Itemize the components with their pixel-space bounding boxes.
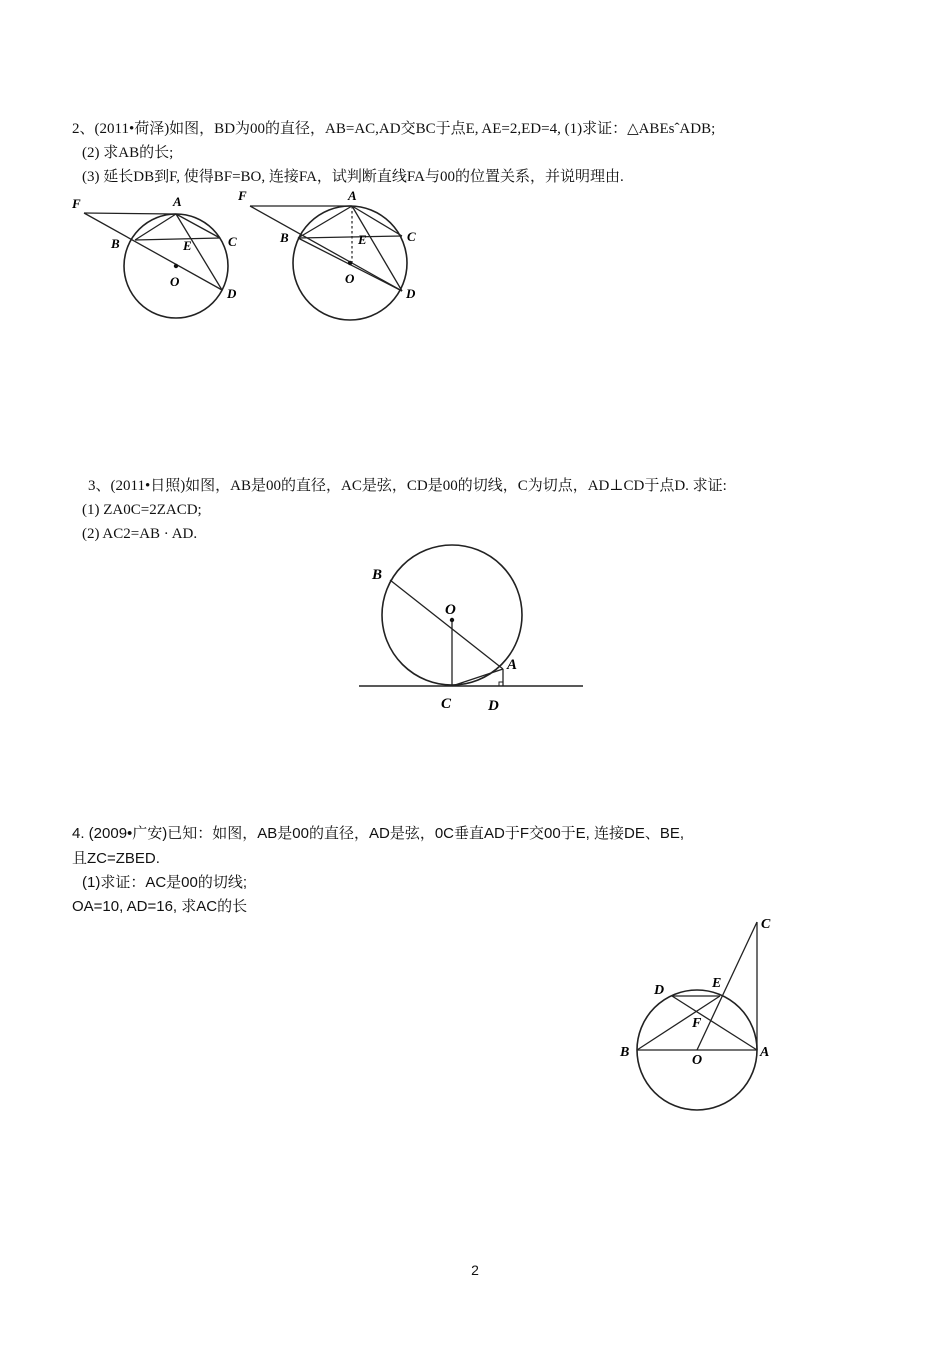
q4-line-4: OA=10, AD=16, 求AC的长 — [72, 898, 248, 915]
q4-figure — [612, 912, 782, 1122]
q4-label-F: F — [692, 1016, 702, 1031]
q4-label-E: E — [712, 976, 722, 991]
q2-line-2: (2) 求AB的长; — [82, 145, 174, 161]
q2-fig2-label-E: E — [358, 232, 367, 247]
q2-fig2-label-A: A — [348, 188, 357, 203]
q3-label-B: B — [372, 567, 383, 583]
q3-label-O: O — [445, 602, 456, 618]
q4-line-2: 且ZC=ZBED. — [72, 850, 160, 867]
q3-label-C: C — [441, 696, 452, 712]
q2-fig1-label-C: C — [228, 234, 237, 249]
q4-label-A: A — [760, 1045, 770, 1060]
q4-label-C: C — [761, 917, 771, 932]
q4-line-3: (1)求证：AC是00的切线; — [82, 874, 248, 891]
q2-line-1: 2、(2011•荷泽)如图，BD为00的直径，AB=AC,AD交BC于点E, AE=2,ED=4, (1)求证：△ABEsˆADB; — [72, 121, 716, 137]
q3-line-2: (1) ZA0C=2ZACD; — [82, 502, 202, 518]
q4-line-1: 4. (2009•广安)已知：如图，AB是00的直径，AD是弦，0C垂直AD于F交00于E, 连接DE、BE, — [72, 825, 685, 842]
q2-fig2-label-B: B — [280, 230, 289, 245]
q2-fig1-label-D: D — [227, 286, 237, 301]
q2-fig2-label-O: O — [345, 271, 355, 286]
q3-figure — [355, 540, 590, 720]
q2-fig1-label-E: E — [183, 238, 192, 253]
q4-label-O: O — [692, 1053, 703, 1068]
q2-figure-1 — [60, 188, 250, 323]
q2-fig2-label-C: C — [407, 229, 416, 244]
q2-fig2-label-D: D — [406, 286, 416, 301]
q4-label-B: B — [620, 1045, 630, 1060]
q3-label-D: D — [488, 698, 499, 714]
q2-fig2-label-F: F — [238, 188, 247, 203]
page-number: 2 — [471, 1262, 479, 1278]
q4-label-D: D — [654, 983, 665, 998]
q3-label-A: A — [507, 657, 518, 673]
q2-figure-2 — [230, 186, 430, 326]
q2-fig1-label-F: F — [72, 196, 81, 211]
q2-fig1-label-O: O — [170, 274, 180, 289]
q2-line-3: (3) 延长DB到F, 使得BF=BO, 连接FA，试判断直线FA与00的位置关系，并说明理由. — [82, 169, 624, 185]
q2-fig1-label-A: A — [173, 194, 182, 209]
q3-line-1: 3、(2011•日照)如图，AB是00的直径，AC是弦，CD是00的切线，C为切点，AD⊥CD于点D. 求证: — [88, 478, 727, 494]
q2-fig1-label-B: B — [111, 236, 120, 251]
q3-line-3: (2) AC2=AB · AD. — [82, 526, 198, 542]
